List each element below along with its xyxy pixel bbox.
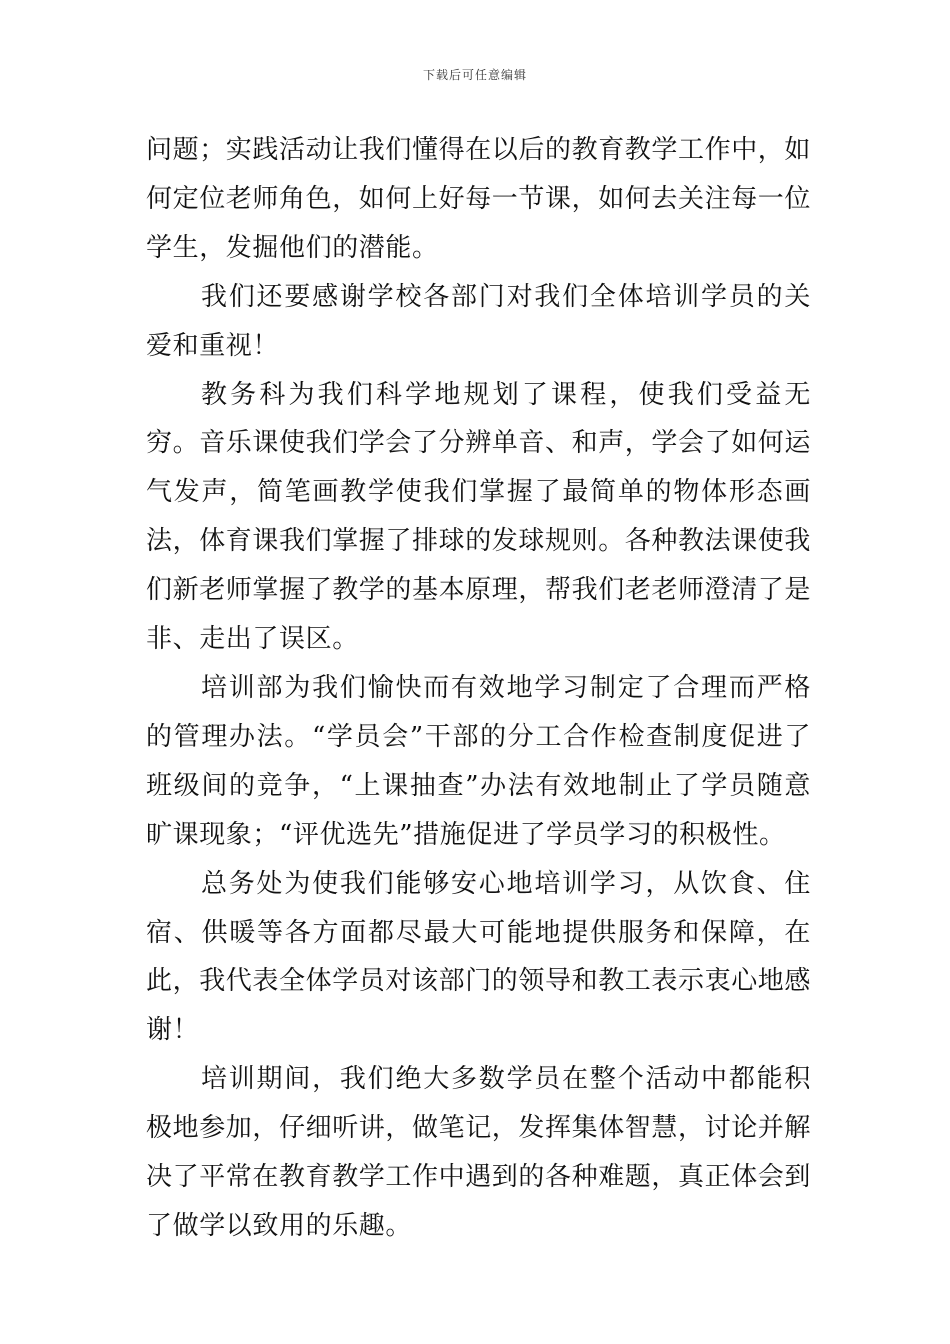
paragraph: 问题；实践活动让我们懂得在以后的教育教学工作中，如何定位老师角色，如何上好每一节课，如何去关注每一位学生，发掘他们的潜能。: [146, 135, 812, 263]
paragraph: 教务科为我们科学地规划了课程，使我们受益无穷。音乐课使我们学会了分辨单音、和声，学会了如何运气发声，简笔画教学使我们掌握了最简单的物体形态画法，体育课我们掌握了排球的发球规则。各种教法课使我们新老师掌握了教学的基本原理，帮我们老老师澄清了是非、走出了误区。: [146, 379, 812, 655]
document-body: [146, 126, 811, 1251]
paragraph: 我们还要感谢学校各部门对我们全体培训学员的关爱和重视！: [146, 281, 811, 361]
paragraph: 培训部为我们愉快而有效地学习制定了合理而严格的管理办法。“学员会”干部的分工合作检查制度促进了班级间的竞争，“上课抽查”办法有效地制止了学员随意旷课现象；“评优选先”措施促进了学员学习的积极性。: [146, 672, 811, 850]
paragraph: 总务处为使我们能够安心地培训学习，从饮食、住宿、供暖等各方面都尽最大可能地提供服务和保障，在此，我代表全体学员对该部门的领导和教工表示衷心地感谢！: [146, 868, 812, 1046]
header-note: 下载后可任意编辑: [422, 68, 527, 82]
paragraph: 培训期间，我们绝大多数学员在整个活动中都能积极地参加，仔细听讲，做笔记，发挥集体智慧，讨论并解决了平常在教育教学工作中遇到的各种难题，真正体会到了做学以致用的乐趣。: [146, 1064, 812, 1241]
